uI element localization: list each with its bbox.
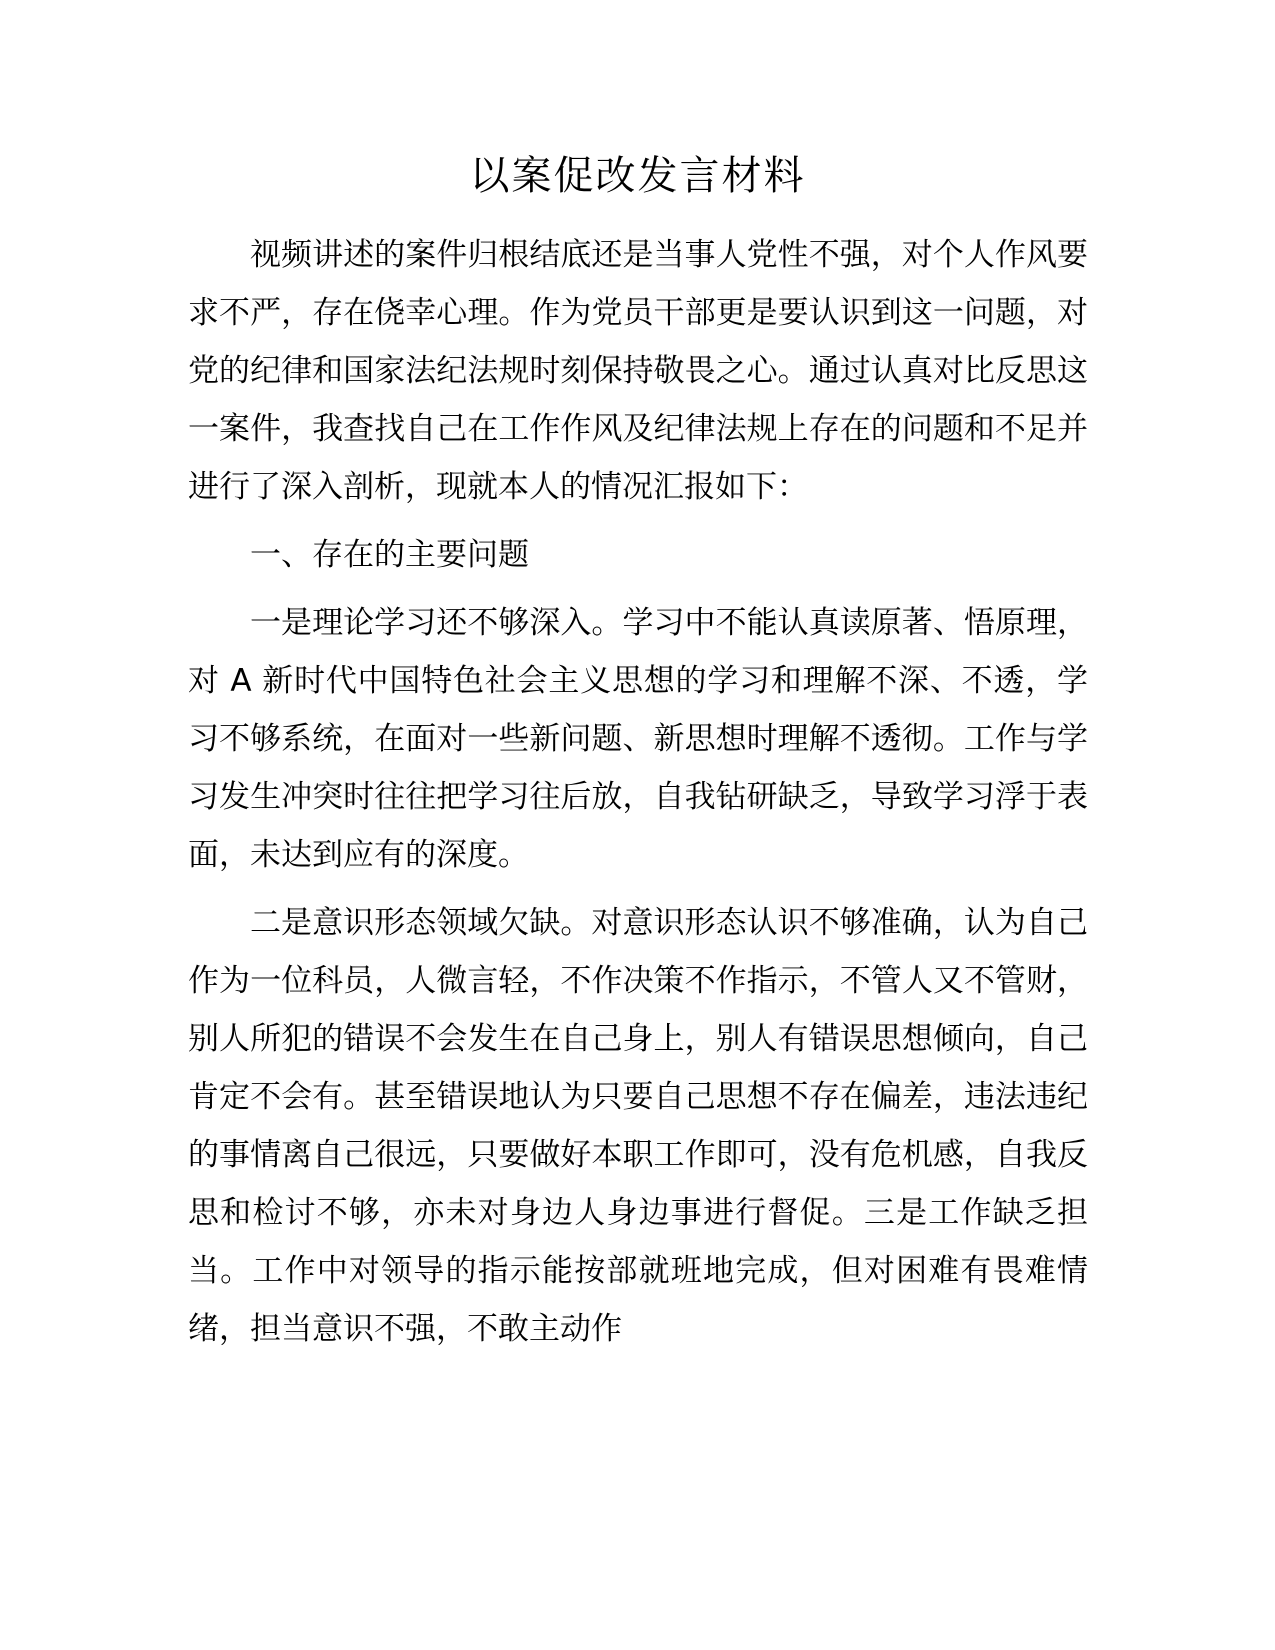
section-heading: 一、存在的主要问题 [250,537,529,573]
document-body [188,226,1088,1358]
paragraph-problem-1: 一是理论学习还不够深入。学习中不能认真读原著、悟原理，对 A 新时代中国特色社会主义思想的学习和理解不深、不透，学习不够系统，在面对一些新问题、新思想时理解不透彻。工作与学习发生冲突时往往把学习往后放，自我钻研缺乏，导致学习浮于表面，未达到应有的深度。 [188,605,1088,873]
paragraph-intro: 视频讲述的案件归根结底还是当事人党性不强，对个人作风要求不严，存在侥幸心理。作为党员干部更是要认识到这一问题，对党的纪律和国家法纪法规时刻保持敬畏之心。通过认真对比反思这一案件，我查找自己在工作作风及纪律法规上存在的问题和不足并进行了深入剖析，现就本人的情况汇报如下： [188,237,1088,505]
paragraph-problem-2: 二是意识形态领域欠缺。对意识形态认识不够准确，认为自己作为一位科员，人微言轻，不作决策不作指示，不管人又不管财，别人所犯的错误不会发生在自己身上，别人有错误思想倾向，自己肯定不会有。甚至错误地认为只要自己思想不存在偏差，违法违纪的事情离自己很远，只要做好本职工作即可，没有危机感，自我反思和检讨不够，亦未对身边人身边事进行督促。三是工作缺乏担当。工作中对领导的指示能按部就班地完成，但对困难有畏难情绪，担当意识不强，不敢主动作 [188,905,1088,1347]
document-title: 以案促改发言材料 [469,153,806,199]
